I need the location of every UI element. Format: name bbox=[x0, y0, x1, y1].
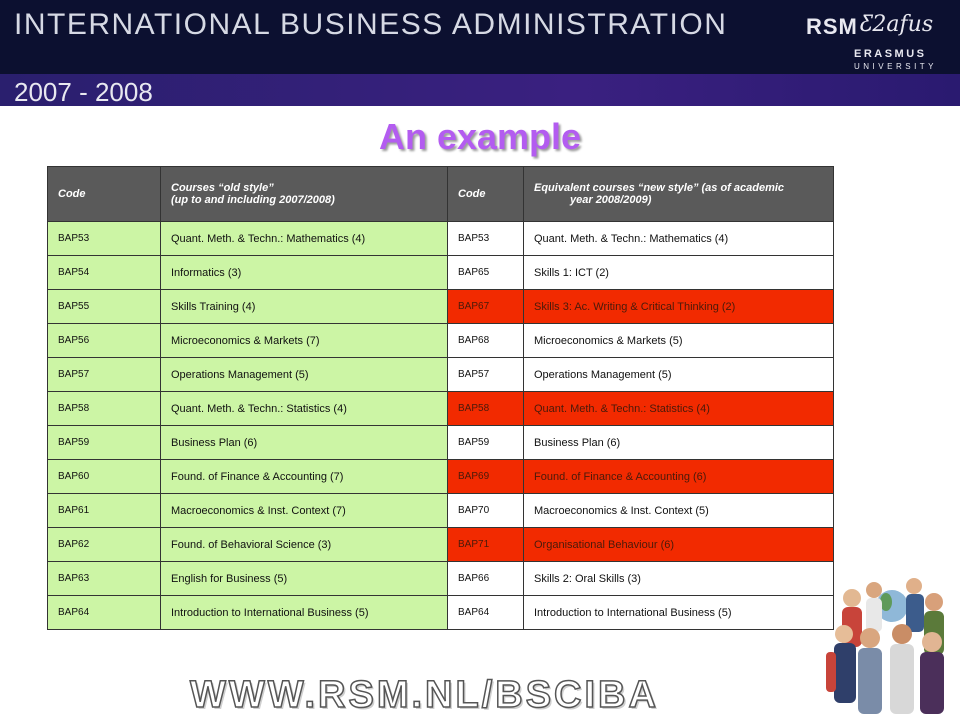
cell-code-old: BAP56 bbox=[48, 324, 161, 358]
cell-course-new: Skills 2: Oral Skills (3) bbox=[524, 562, 834, 596]
cell-code-old: BAP62 bbox=[48, 528, 161, 562]
logo-rsm-text: RSM bbox=[806, 14, 858, 39]
cell-code-new: BAP68 bbox=[448, 324, 524, 358]
table-row bbox=[48, 562, 834, 596]
cell-course-new: Macroeconomics & Inst. Context (5) bbox=[524, 494, 834, 528]
table-header-row bbox=[48, 167, 834, 222]
cell-code-new: BAP57 bbox=[448, 358, 524, 392]
cell-code-old: BAP60 bbox=[48, 460, 161, 494]
table-row bbox=[48, 494, 834, 528]
cell-code-new: BAP64 bbox=[448, 596, 524, 630]
table-row bbox=[48, 324, 834, 358]
cell-course-new: Skills 3: Ac. Writing & Critical Thinking (2) bbox=[524, 290, 834, 324]
header-code-new: Code bbox=[448, 167, 524, 222]
logo-script-signature: Ƹ2afus bbox=[860, 12, 934, 37]
table-row bbox=[48, 460, 834, 494]
academic-year: 2007 - 2008 bbox=[14, 77, 153, 107]
table-row bbox=[48, 426, 834, 460]
cell-course-new: Found. of Finance & Accounting (6) bbox=[524, 460, 834, 494]
table-row bbox=[48, 256, 834, 290]
table-body bbox=[48, 222, 834, 630]
cell-code-new: BAP71 bbox=[448, 528, 524, 562]
rsm-erasmus-logo bbox=[806, 12, 946, 74]
slide-title: An example bbox=[378, 116, 582, 157]
header-code-old: Code bbox=[48, 167, 161, 222]
cell-code-new: BAP58 bbox=[448, 392, 524, 426]
cell-code-old: BAP53 bbox=[48, 222, 161, 256]
cell-course-new: Operations Management (5) bbox=[524, 358, 834, 392]
cell-course-new: Organisational Behaviour (6) bbox=[524, 528, 834, 562]
cell-course-old: Quant. Meth. & Techn.: Mathematics (4) bbox=[161, 222, 448, 256]
cell-code-old: BAP55 bbox=[48, 290, 161, 324]
table-row bbox=[48, 392, 834, 426]
cell-code-new: BAP59 bbox=[448, 426, 524, 460]
students-globe-image bbox=[822, 572, 960, 720]
cell-code-old: BAP63 bbox=[48, 562, 161, 596]
cell-course-new: Business Plan (6) bbox=[524, 426, 834, 460]
header-courses-new: Equivalent courses “new style” (as of academic year 2008/2009) bbox=[524, 167, 834, 222]
table-row bbox=[48, 528, 834, 562]
cell-course-old: English for Business (5) bbox=[161, 562, 448, 596]
cell-code-new: BAP67 bbox=[448, 290, 524, 324]
cell-code-new: BAP69 bbox=[448, 460, 524, 494]
cell-code-old: BAP59 bbox=[48, 426, 161, 460]
cell-course-old: Found. of Finance & Accounting (7) bbox=[161, 460, 448, 494]
cell-code-old: BAP54 bbox=[48, 256, 161, 290]
cell-course-new: Quant. Meth. & Techn.: Statistics (4) bbox=[524, 392, 834, 426]
table-row bbox=[48, 596, 834, 630]
cell-code-new: BAP65 bbox=[448, 256, 524, 290]
cell-course-old: Macroeconomics & Inst. Context (7) bbox=[161, 494, 448, 528]
cell-code-new: BAP66 bbox=[448, 562, 524, 596]
cell-course-old: Skills Training (4) bbox=[161, 290, 448, 324]
cell-course-new: Microeconomics & Markets (5) bbox=[524, 324, 834, 358]
cell-code-old: BAP64 bbox=[48, 596, 161, 630]
cell-course-old: Introduction to International Business (5) bbox=[161, 596, 448, 630]
cell-course-old: Informatics (3) bbox=[161, 256, 448, 290]
table-row bbox=[48, 358, 834, 392]
cell-code-new: BAP70 bbox=[448, 494, 524, 528]
cell-code-new: BAP53 bbox=[448, 222, 524, 256]
cell-course-old: Found. of Behavioral Science (3) bbox=[161, 528, 448, 562]
cell-code-old: BAP61 bbox=[48, 494, 161, 528]
cell-code-old: BAP58 bbox=[48, 392, 161, 426]
course-equivalence-table bbox=[47, 166, 834, 630]
cell-course-old: Quant. Meth. & Techn.: Statistics (4) bbox=[161, 392, 448, 426]
program-title: INTERNATIONAL BUSINESS ADMINISTRATION bbox=[14, 8, 728, 41]
cell-course-old: Operations Management (5) bbox=[161, 358, 448, 392]
logo-erasmus-text: ERASMUS bbox=[854, 48, 927, 60]
table-row bbox=[48, 222, 834, 256]
cell-course-new: Quant. Meth. & Techn.: Mathematics (4) bbox=[524, 222, 834, 256]
cell-course-old: Microeconomics & Markets (7) bbox=[161, 324, 448, 358]
cell-course-new: Introduction to International Business (5) bbox=[524, 596, 834, 630]
cell-course-new: Skills 1: ICT (2) bbox=[524, 256, 834, 290]
cell-code-old: BAP57 bbox=[48, 358, 161, 392]
cell-course-old: Business Plan (6) bbox=[161, 426, 448, 460]
program-website-url: WWW.RSM.NL/BSCIBA bbox=[190, 674, 659, 716]
logo-university-text: UNIVERSITY bbox=[854, 62, 938, 71]
header-courses-old: Courses “old style” (up to and including 2007/2008) bbox=[161, 167, 448, 222]
table-row bbox=[48, 290, 834, 324]
